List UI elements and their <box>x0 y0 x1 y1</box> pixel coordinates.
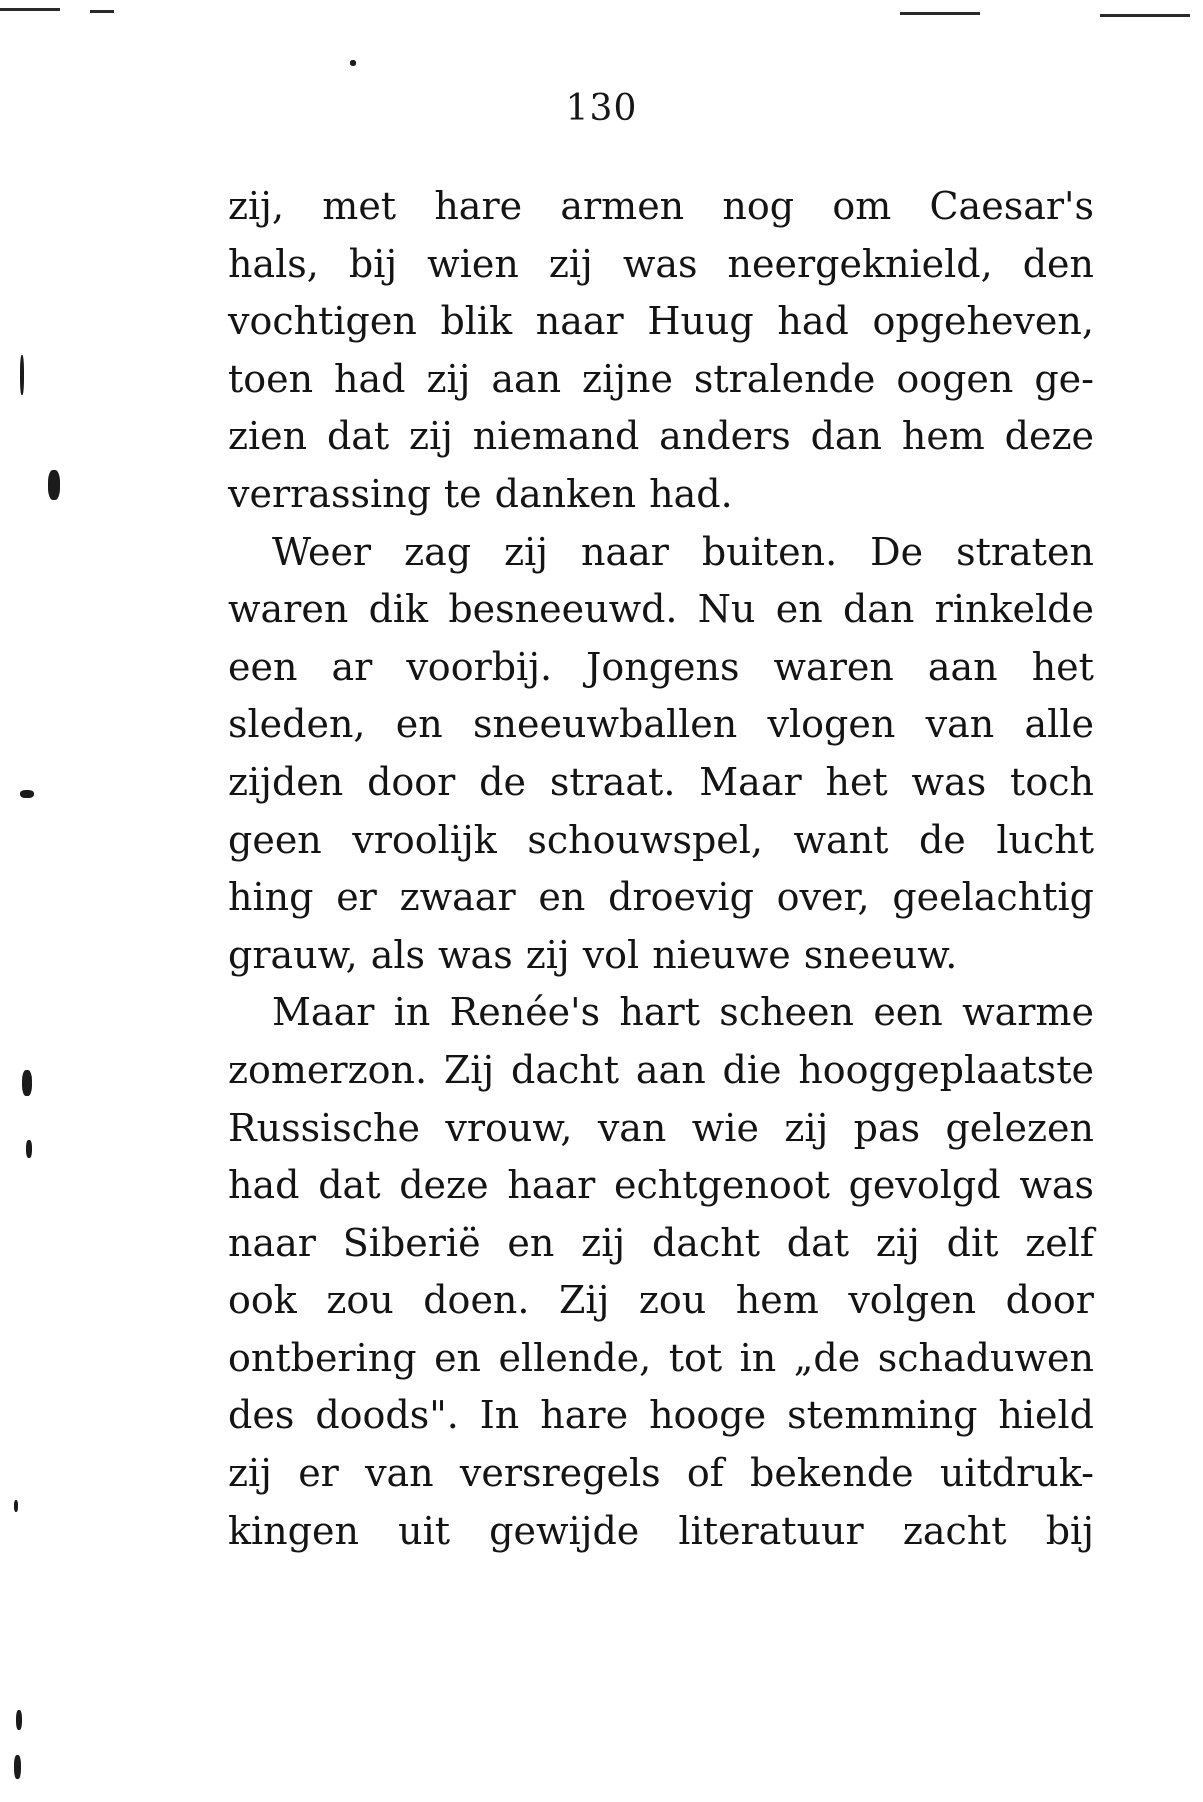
scan-edge-mark <box>0 8 60 11</box>
scan-speck <box>20 790 34 798</box>
text-line: Maar in Renée's hart scheen een warme <box>272 990 1094 1035</box>
text-line: hing er zwaar en droevig over, geelachtig <box>228 875 1094 920</box>
text-line: zien dat zij niemand anders dan hem deze <box>228 414 1094 459</box>
text-line: vochtigen blik naar Huug had opgeheven, <box>228 299 1094 344</box>
scan-speck <box>26 1140 32 1158</box>
text-line: kingen uit gewijde literatuur zacht bij <box>228 1508 1094 1553</box>
scan-edge-mark <box>1100 14 1190 17</box>
scan-speck <box>14 1755 21 1779</box>
text-line: Russische vrouw, van wie zij pas gelezen <box>228 1105 1094 1150</box>
text-line: verrassing te danken had. <box>228 471 733 516</box>
text-line: des doods". In hare hooge stemming hield <box>228 1393 1094 1438</box>
scan-speck <box>350 60 356 66</box>
text-line: naar Siberië en zij dacht dat zij dit zelf <box>228 1220 1094 1265</box>
text-line: ontbering en ellende, tot in „de schaduwen <box>228 1335 1094 1380</box>
scan-speck <box>22 1070 32 1096</box>
body-text <box>228 178 1094 1560</box>
text-line: waren dik besneeuwd. Nu en dan rinkelde <box>228 587 1094 632</box>
text-line: ook zou doen. Zij zou hem volgen door <box>228 1278 1094 1323</box>
text-line: een ar voorbij. Jongens waren aan het <box>228 644 1094 689</box>
text-line: sleden, en sneeuwballen vlogen van alle <box>228 702 1094 747</box>
text-line: had dat deze haar echtgenoot gevolgd was <box>228 1163 1094 1208</box>
text-line: geen vroolijk schouwspel, want de lucht <box>228 817 1094 862</box>
text-line: zijden door de straat. Maar het was toch <box>228 759 1094 804</box>
paragraph <box>228 178 1094 524</box>
page-number: 130 <box>565 88 638 129</box>
scan-speck <box>48 470 60 500</box>
scan-edge-mark <box>90 10 114 13</box>
paragraph <box>228 984 1094 1560</box>
text-line: zij er van versregels of bekende uitdruk- <box>228 1451 1094 1496</box>
text-line: zij, met hare armen nog om Caesar's <box>228 184 1094 228</box>
scan-speck <box>14 1500 18 1512</box>
scan-speck <box>20 355 24 395</box>
text-line: grauw, als was zij vol nieuwe sneeuw. <box>228 932 958 977</box>
text-line: toen had zij aan zijne stralende oogen ge- <box>228 356 1094 401</box>
text-line: hals, bij wien zij was neergeknield, den <box>228 241 1094 286</box>
text-line: zomerzon. Zij dacht aan die hooggeplaatste <box>228 1047 1094 1092</box>
text-line: Weer zag zij naar buiten. De straten <box>272 529 1094 574</box>
scan-speck <box>16 1710 22 1730</box>
scan-edge-mark <box>900 12 980 15</box>
paragraph <box>228 524 1094 985</box>
